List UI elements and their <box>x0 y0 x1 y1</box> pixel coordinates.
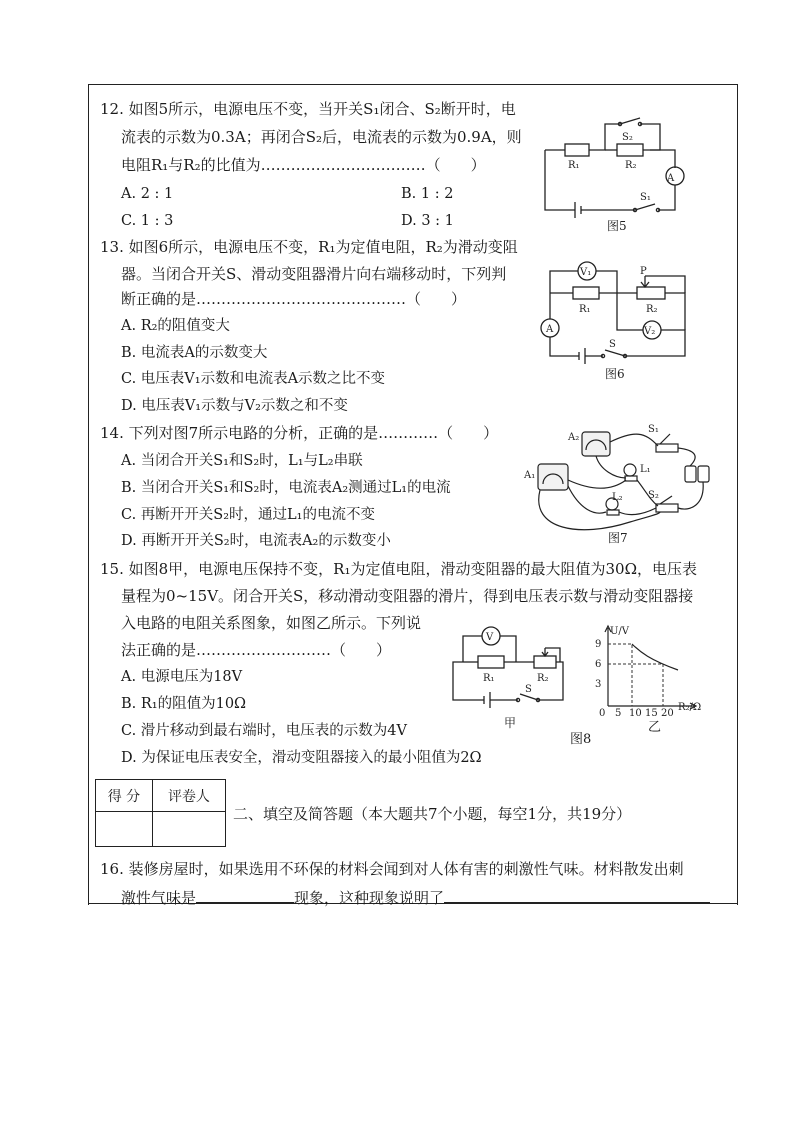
fig6-v1-label: V₁ <box>580 267 592 278</box>
graph-xtick: 15 <box>645 708 658 719</box>
fig6-ammeter-label: A <box>546 324 554 335</box>
score-cell[interactable] <box>96 812 153 847</box>
section-2-title: 二、填空及简答题（本大题共7个小题，每空1分，共19分） <box>233 805 632 823</box>
grader-header: 评卷人 <box>152 780 225 812</box>
fig7-s2-label: S₂ <box>648 490 659 501</box>
fig6-s-label: S <box>609 339 616 350</box>
fig6-v2-label: V₂ <box>644 326 656 337</box>
graph-ylabel: U/V <box>610 626 630 637</box>
fig7-l1-label: L₁ <box>640 464 651 475</box>
score-header: 得 分 <box>96 780 153 812</box>
fig7-a2-label: A₂ <box>568 432 580 443</box>
q15-line1: 15. 如图8甲，电源电压保持不变，R₁为定值电阻，滑动变阻器的最大阻值为30Ω，电压表 <box>100 560 698 578</box>
q14-option-b[interactable]: B. 当闭合开关S₁和S₂时，电流表A₂测通过L₁的电流 <box>121 480 451 496</box>
q12-option-c[interactable]: C. 1 : 3 <box>121 213 174 229</box>
fig5-s1-label: S₁ <box>640 192 651 203</box>
q12-option-d[interactable]: D. 3 : 1 <box>401 213 454 229</box>
q12-option-a[interactable]: A. 2 : 1 <box>121 186 174 202</box>
fig7-a1-label: A₁ <box>524 470 536 481</box>
q12-option-b[interactable]: B. 1 : 2 <box>401 186 454 202</box>
q13-option-c[interactable]: C. 电压表V₁示数和电流表A示数之比不变 <box>121 371 386 387</box>
q16-blank-2[interactable] <box>444 886 710 903</box>
fig8-jia-label: 甲 <box>504 716 517 730</box>
q16-line2-prefix: 激性气味是 <box>121 889 197 907</box>
graph-xtick: 20 <box>661 708 674 719</box>
fig6-r2-label: R₂ <box>646 304 658 315</box>
graph-xlabel: R₂/Ω <box>678 702 702 713</box>
q15-option-d[interactable]: D. 为保证电压表安全，滑动变阻器接入的最小阻值为2Ω <box>121 750 482 766</box>
grader-cell[interactable] <box>152 812 225 847</box>
q12-line3: 电阻R₁与R₂的比值为……………………………（ ） <box>121 156 486 174</box>
fig6-r1-label: R₁ <box>579 304 591 315</box>
fig8-yi-label: 乙 <box>648 720 662 735</box>
fig7-l2-label: L₂ <box>612 492 623 503</box>
q15-line3: 入电路的电阻关系图象，如图乙所示。下列说 <box>121 614 422 632</box>
q13-line3: 断正确的是……………………………………（ ） <box>121 290 467 308</box>
q15-line4: 法正确的是………………………（ ） <box>121 641 392 659</box>
figure-5-circuit <box>535 110 695 235</box>
fig7-caption: 图7 <box>608 531 628 545</box>
figure-6-circuit <box>535 258 695 383</box>
q13-line1: 13. 如图6所示，电源电压不变，R₁为定值电阻，R₂为滑动变阻 <box>100 238 518 256</box>
graph-ytick: 6 <box>595 659 602 670</box>
q12-line2: 流表的示数为0.3A；再闭合S₂后，电流表的示数为0.9A，则 <box>121 128 522 146</box>
score-box <box>95 779 226 847</box>
fig7-s1-label: S₁ <box>648 424 659 435</box>
fig5-s2-label: S₂ <box>622 132 633 143</box>
fig6-caption: 图6 <box>605 367 625 381</box>
q13-line2: 器。当闭合开关S、滑动变阻器滑片向右端移动时，下列判 <box>121 265 507 283</box>
q12-line1: 12. 如图5所示，电源电压不变，当开关S₁闭合、S₂断开时，电 <box>100 100 516 118</box>
q16-line2 <box>121 886 710 909</box>
fig8-caption: 图8 <box>570 732 592 747</box>
graph-xtick: 5 <box>615 708 622 719</box>
fig5-r1-label: R₁ <box>568 160 580 171</box>
graph-ytick: 3 <box>595 679 602 690</box>
fig5-r2-label: R₂ <box>625 160 637 171</box>
figure-7-physical-circuit <box>520 420 725 548</box>
q16-line2-middle: 现象，这种现象说明了 <box>294 889 445 907</box>
fig8-voltmeter-label: V <box>486 632 494 643</box>
q14-option-a[interactable]: A. 当闭合开关S₁和S₂时，L₁与L₂串联 <box>121 453 363 469</box>
graph-ytick: 9 <box>595 639 602 650</box>
fig8-s-label: S <box>525 684 532 695</box>
fig5-ammeter-label: A <box>667 173 675 184</box>
figure-8-yi-graph <box>590 620 720 720</box>
q13-option-a[interactable]: A. R₂的阻值变大 <box>121 318 230 334</box>
q14-line1: 14. 下列对图7所示电路的分析，正确的是…………（ ） <box>100 424 499 442</box>
q16-line1: 16. 装修房屋时，如果选用不环保的材料会闻到对人体有害的刺激性气味。材料散发出刺 <box>100 860 684 878</box>
fig5-caption: 图5 <box>607 219 627 233</box>
q14-option-c[interactable]: C. 再断开开关S₂时，通过L₁的电流不变 <box>121 507 375 523</box>
q15-option-b[interactable]: B. R₁的阻值为10Ω <box>121 696 247 712</box>
q14-option-d[interactable]: D. 再断开开关S₂时，电流表A₂的示数变小 <box>121 533 391 549</box>
fig8-r1-label: R₁ <box>483 673 495 684</box>
graph-xtick: 0 <box>599 708 606 719</box>
fig8-r2-label: R₂ <box>537 673 549 684</box>
q15-line2: 量程为0~15V。闭合开关S，移动滑动变阻器的滑片，得到电压表示数与滑动变阻器接 <box>121 587 694 605</box>
q13-option-d[interactable]: D. 电压表V₁示数与V₂示数之和不变 <box>121 398 348 414</box>
figure-8-jia-circuit <box>448 622 578 734</box>
q15-option-c[interactable]: C. 滑片移动到最右端时，电压表的示数为4V <box>121 723 407 739</box>
q16-blank-1[interactable] <box>196 886 294 903</box>
graph-xtick: 10 <box>629 708 642 719</box>
q15-option-a[interactable]: A. 电源电压为18V <box>121 669 243 685</box>
fig6-p-label: P <box>640 266 647 277</box>
q13-option-b[interactable]: B. 电流表A的示数变大 <box>121 345 268 361</box>
